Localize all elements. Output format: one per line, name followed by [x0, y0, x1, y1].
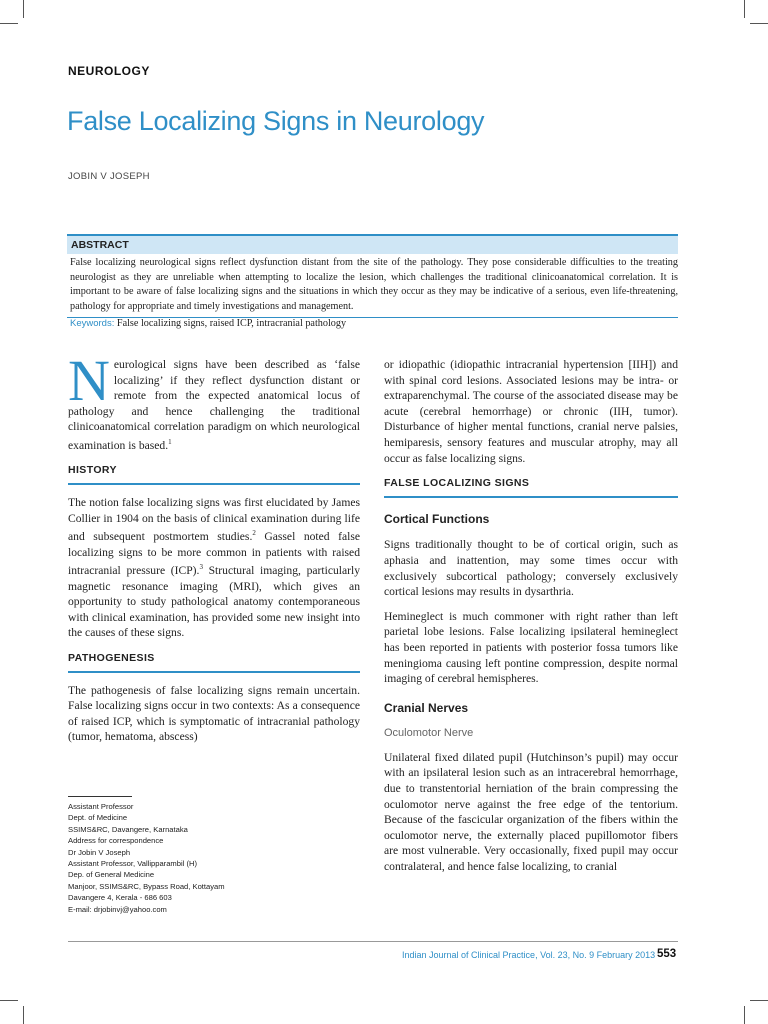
history-text-c: Structural imaging, particularly magnetic resonance imaging (MRI), which gives an opportunity to study pathological anatomy contemporaneous with clinical examination, has provided some new insight into the causes of these signs.	[68, 564, 361, 640]
footnote-line: Dep. of General Medicine	[68, 870, 155, 880]
footnote-line: Assistant Professor	[68, 802, 134, 811]
fls-heading: FALSE LOCALIZING SIGNS	[384, 476, 678, 498]
crop-mark	[750, 1000, 768, 1001]
abstract-text: False localizing neurological signs reflect dysfunction distant from the site of the pathology. They pose considerable difficulties to the treating neurologist as they are unreliable when attempting to localize the lesion, which challenges the traditional clinicoanatomical correlation. It is important to be aware of false localizing signs and the situations in which they occur as they may be indicative of a serious, even life-threatening, pathology for appropriate and timely investigations and management.	[67, 254, 678, 318]
history-text-a: The notion false localizing signs was first elucidated by James Collier in 1904 on the basis of clinical examination during life and subsequent postmortem studies.	[68, 496, 360, 544]
crop-mark	[744, 0, 745, 18]
page-number: 553	[657, 948, 677, 960]
keywords-text: False localizing signs, raised ICP, intracranial pathology	[116, 318, 347, 329]
footnote-line: Address for correspondence	[68, 836, 164, 846]
section-label: NEUROLOGY	[68, 64, 150, 78]
crop-mark	[750, 23, 768, 24]
ref-sup: 1	[168, 437, 172, 446]
footnote-line: Dr Jobin V Joseph	[68, 847, 131, 857]
footnote-line: E-mail: drjobinvj@yahoo.com	[68, 904, 167, 914]
right-column	[384, 357, 678, 875]
author-name: JOBIN V JOSEPH	[68, 171, 150, 182]
keywords-line	[70, 318, 346, 329]
oculomotor-paragraph: Unilateral fixed dilated pupil (Hutchinson’s pupil) may occur with an ipsilateral lesion such as an intracerebral hemorrhage, due to transtentorial herniation of the brain compressing the oculomotor nerve against the free edge of the tentorium. Because of the fascicular organization of the fibers within the oculomotor nerve, the externally placed pupillomotor fibers are most vulnerable. Very occasionally, fixed pupil may occur contralateral, and hence false localizing, to cranial	[384, 750, 678, 874]
crop-mark	[744, 1006, 745, 1024]
journal-citation: Indian Journal of Clinical Practice, Vol. 23, No. 9 February 2013	[402, 950, 656, 960]
cranial-heading: Cranial Nerves	[384, 700, 469, 715]
cortical-paragraph-2: Hemineglect is much commoner with right rather than left parietal lobe lesions. False localizing ipsilateral hemineglect has been reported in patients with posterior fossa tumors like meningioma causing left pontine compression, despite normal imaging of cerebral hemispheres.	[384, 609, 678, 686]
drop-cap: N	[68, 348, 110, 413]
continuation-paragraph: or idiopathic (idiopathic intracranial hypertension [IIH]) and with spinal cord lesions. Associated lesions may be intra- or extraparenchymal. The course of the associated disease may be acute (cerebral hemorrhage) or chronic (IIH, tumor). Disturbance of higher mental functions, cranial nerve palsies, hemiparesis, sensory features and muscular atrophy, may all occur as false localizing signs.	[384, 358, 678, 465]
history-paragraph	[68, 495, 360, 641]
history-text-b: Gassel noted false localizing signs to be more common in patients with raised intracranial pressure (ICP).	[68, 530, 361, 578]
footnote	[68, 796, 225, 915]
crop-mark	[23, 0, 24, 18]
footnote-line: Davangere 4, Kerala - 686 603	[68, 893, 172, 903]
intro-paragraph	[68, 348, 360, 453]
keywords-label: Keywords:	[70, 318, 115, 329]
footnote-line: SSIMS&RC, Davangere, Karnataka	[68, 824, 188, 834]
ref-sup: 3	[199, 563, 203, 572]
footnote-line: Manjoor, SSIMS&RC, Bypass Road, Kottayam	[68, 881, 225, 891]
abstract-heading: ABSTRACT	[67, 234, 678, 254]
footnote-line: Dept. of Medicine	[68, 813, 128, 823]
intro-text: eurological signs have been described as ‘false localizing’ if they reflect dysfunction distant or remote from the expected anatomical locus of pathology and hence challenging the traditional clinicoanatomical correlation paradigm on which neurological examination is based.	[68, 358, 360, 452]
cortical-paragraph-1: Signs traditionally thought to be of cortical origin, such as aphasia and inattention, may some times occur with exclusively subcortical pathology; conversely exclusively cortical lesions may results in dysarthria.	[384, 538, 678, 599]
cortical-heading: Cortical Functions	[384, 511, 490, 526]
crop-mark	[23, 1006, 24, 1024]
crop-mark	[0, 1000, 18, 1001]
pathogenesis-heading: PATHOGENESIS	[68, 651, 360, 673]
history-heading: HISTORY	[68, 463, 360, 485]
pathogenesis-paragraph: The pathogenesis of false localizing signs remain uncertain. False localizing signs occur in two contexts: As a consequence of raised ICP, which is symptomatic of intracranial pathology (tumor, hematoma, abscess)	[68, 683, 360, 744]
ref-sup: 2	[252, 529, 256, 538]
footer-rule	[68, 941, 678, 942]
left-column	[68, 348, 361, 745]
article-title: False Localizing Signs in Neurology	[67, 106, 485, 136]
crop-mark	[0, 23, 18, 24]
abstract-box	[67, 234, 678, 317]
footnote-line: Assistant Professor, Vallipparambil (H)	[68, 859, 197, 869]
oculomotor-heading: Oculomotor Nerve	[384, 727, 474, 740]
